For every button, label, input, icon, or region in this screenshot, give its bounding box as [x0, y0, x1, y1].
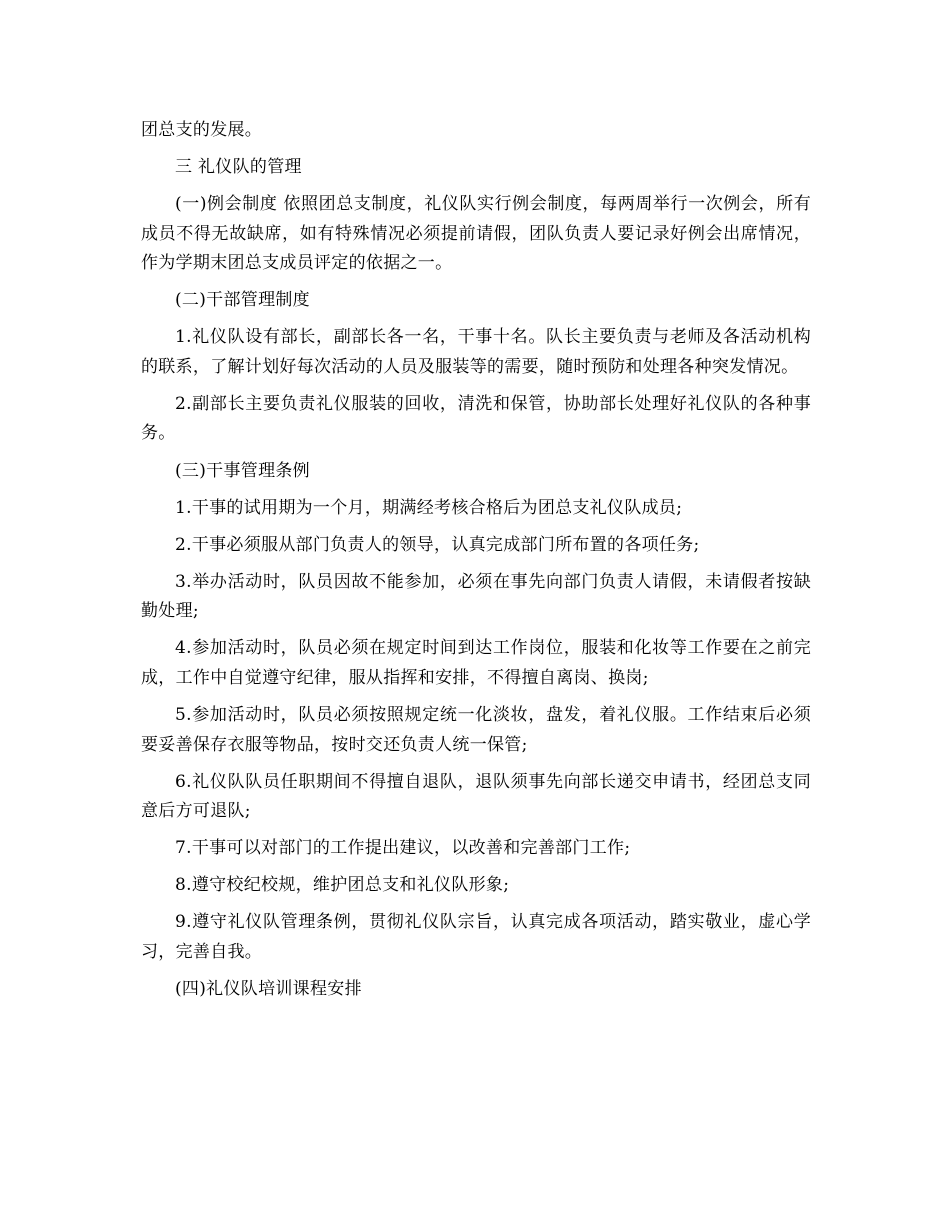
paragraph-staff-item-3: 3.举办活动时，队员因故不能参加，必须在事先向部门负责人请假，未请假者按缺勤处理; — [141, 571, 811, 622]
paragraph-staff-item-6: 6.礼仪队队员任职期间不得擅自退队，退队须事先向部长递交申请书，经团总支同意后方可退队; — [141, 771, 811, 822]
paragraph-staff-item-9: 9.遵守礼仪队管理条例，贯彻礼仪队宗旨，认真完成各项活动，踏实敬业，虚心学习，完善自我。 — [141, 912, 811, 962]
paragraph-continuation: 团总支的发展。 — [141, 120, 263, 140]
paragraph-meeting-system: (一)例会制度 依照团总支制度，礼仪队实行例会制度，每两周举行一次例会，所有成员不得无故缺席，如有特殊情况必须提前请假，团队负责人要记录好例会出席情况，作为学期末团总支成员评定的依据之一。 — [141, 194, 811, 274]
paragraph-staff-item-1: 1.干事的试用期为一个月，期满经考核合格后为团总支礼仪队成员; — [175, 497, 683, 518]
paragraph-staff-item-7: 7.干事可以对部门的工作提出建议，以改善和完善部门工作; — [175, 838, 631, 859]
subheading-staff-regulations: (三)干事管理条例 — [175, 460, 310, 481]
subheading-cadre-management: (二)干部管理制度 — [175, 290, 310, 311]
subheading-training-schedule: (四)礼仪队培训课程安排 — [175, 979, 362, 999]
paragraph-staff-item-2: 2.干事必须服从部门负责人的领导，认真完成部门所布置的各项任务; — [175, 534, 700, 555]
document-page — [141, 116, 811, 1012]
paragraph-staff-item-4: 4.参加活动时，队员必须在规定时间到达工作岗位，服装和化妆等工作要在之前完成，工作中自觉遵守纪律，服从指挥和安排，不得擅自离岗、换岗; — [141, 638, 811, 688]
paragraph-staff-item-8: 8.遵守校纪校规，维护团总支和礼仪队形象; — [175, 875, 510, 896]
paragraph-cadre-item-2: 2.副部长主要负责礼仪服装的回收，清洗和保管，协助部长处理好礼仪队的各种事务。 — [141, 393, 811, 444]
paragraph-staff-item-5: 5.参加活动时，队员必须按照规定统一化淡妆，盘发，着礼仪服。工作结束后必须要妥善保存衣服等物品，按时交还负责人统一保管; — [141, 705, 811, 755]
section-heading-management: 三 礼仪队的管理 — [175, 157, 302, 178]
paragraph-cadre-item-1: 1.礼仪队设有部长，副部长各一名，干事十名。队长主要负责与老师及各活动机构的联系，了解计划好每次活动的人员及服装等的需要，随时预防和处理各种突发情况。 — [141, 327, 811, 377]
